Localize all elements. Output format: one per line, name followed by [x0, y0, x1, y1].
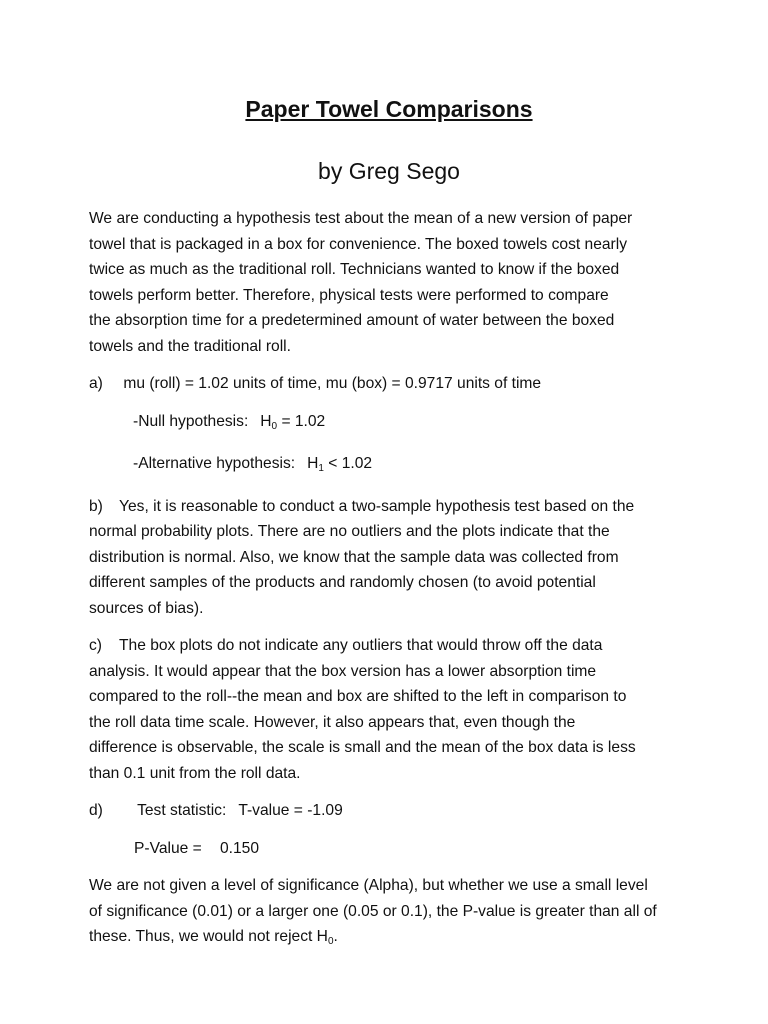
part-c-line: than 0.1 unit from the roll data. [89, 764, 301, 782]
p-value-row [89, 836, 689, 862]
part-b-line: distribution is normal. Also, we know that the sample data was collected from [89, 548, 619, 566]
conclusion-line: We are not given a level of significance (Alpha), but whether we use a small level [89, 877, 648, 894]
alternative-hypothesis-label: -Alternative hypothesis: [133, 455, 296, 472]
intro-line: the absorption time for a predetermined amount of water between the boxed [89, 312, 615, 329]
conclusion-line: of significance (0.01) or a larger one (0.05 or 0.1), the P-value is greater than all of [89, 902, 657, 920]
part-c-line: The box plots do not indicate any outliers that would throw off the data [119, 637, 603, 654]
p-value-label: P-Value = [134, 839, 202, 857]
alternative-hypothesis-h: H [307, 455, 319, 472]
part-b-line: sources of bias). [89, 599, 204, 617]
intro-line: towels perform better. Therefore, physical tests were performed to compare [89, 286, 609, 304]
part-a [89, 371, 689, 397]
part-d [89, 798, 689, 824]
part-c-line: analysis. It would appear that the box version has a lower absorption time [89, 662, 597, 680]
alternative-hypothesis-sub: 1 [318, 463, 324, 474]
document-title: Paper Towel Comparisons [245, 96, 533, 122]
part-b-line: different samples of the products and randomly chosen (to avoid potential [89, 574, 596, 591]
conclusion-sub: 0 [327, 936, 334, 947]
part-a-text: mu (roll) = 1.02 units of time, mu (box) = 0.9717 units of time [123, 375, 542, 392]
intro-paragraph [89, 206, 689, 359]
conclusion-paragraph [89, 873, 689, 955]
part-c [89, 633, 689, 786]
intro-line: towel that is packaged in a box for convenience. The boxed towels cost nearly [89, 235, 628, 253]
test-statistic-label: Test statistic: [137, 802, 227, 819]
p-value-value: 0.150 [220, 839, 260, 857]
part-b-label: b) [89, 497, 103, 515]
conclusion-end: . [333, 928, 338, 945]
part-a-label: a) [89, 375, 103, 392]
alternative-hypothesis-value: < 1.02 [323, 455, 373, 472]
null-hypothesis-label: -Null hypothesis: [133, 412, 249, 430]
document-author: by Greg Sego [318, 158, 460, 184]
intro-line: We are conducting a hypothesis test about the mean of a new version of paper [89, 210, 633, 227]
null-hypothesis-sub: 0 [271, 420, 278, 432]
test-statistic-value: T-value = -1.09 [238, 802, 343, 819]
intro-line: towels and the traditional roll. [89, 337, 291, 355]
document-page [89, 92, 689, 967]
intro-line: twice as much as the traditional roll. Technicians wanted to know if the boxed [89, 261, 620, 278]
part-c-line: compared to the roll--the mean and box are shifted to the left in comparison to [89, 688, 627, 705]
part-c-line: the roll data time scale. However, it also appears that, even though the [89, 713, 576, 731]
part-d-label: d) [89, 802, 103, 819]
part-b [89, 494, 689, 622]
null-hypothesis-value: = 1.02 [277, 412, 326, 430]
part-b-line: Yes, it is reasonable to conduct a two-sample hypothesis test based on the [119, 497, 635, 515]
null-hypothesis [89, 409, 689, 440]
part-c-line: difference is observable, the scale is small and the mean of the box data is less [89, 739, 636, 756]
null-hypothesis-h: H [260, 412, 272, 430]
part-c-label: c) [89, 637, 102, 654]
conclusion-last-line: these. Thus, we would not reject H [89, 928, 328, 945]
alternative-hypothesis [89, 451, 689, 482]
part-b-line: normal probability plots. There are no outliers and the plots indicate that the [89, 523, 610, 540]
